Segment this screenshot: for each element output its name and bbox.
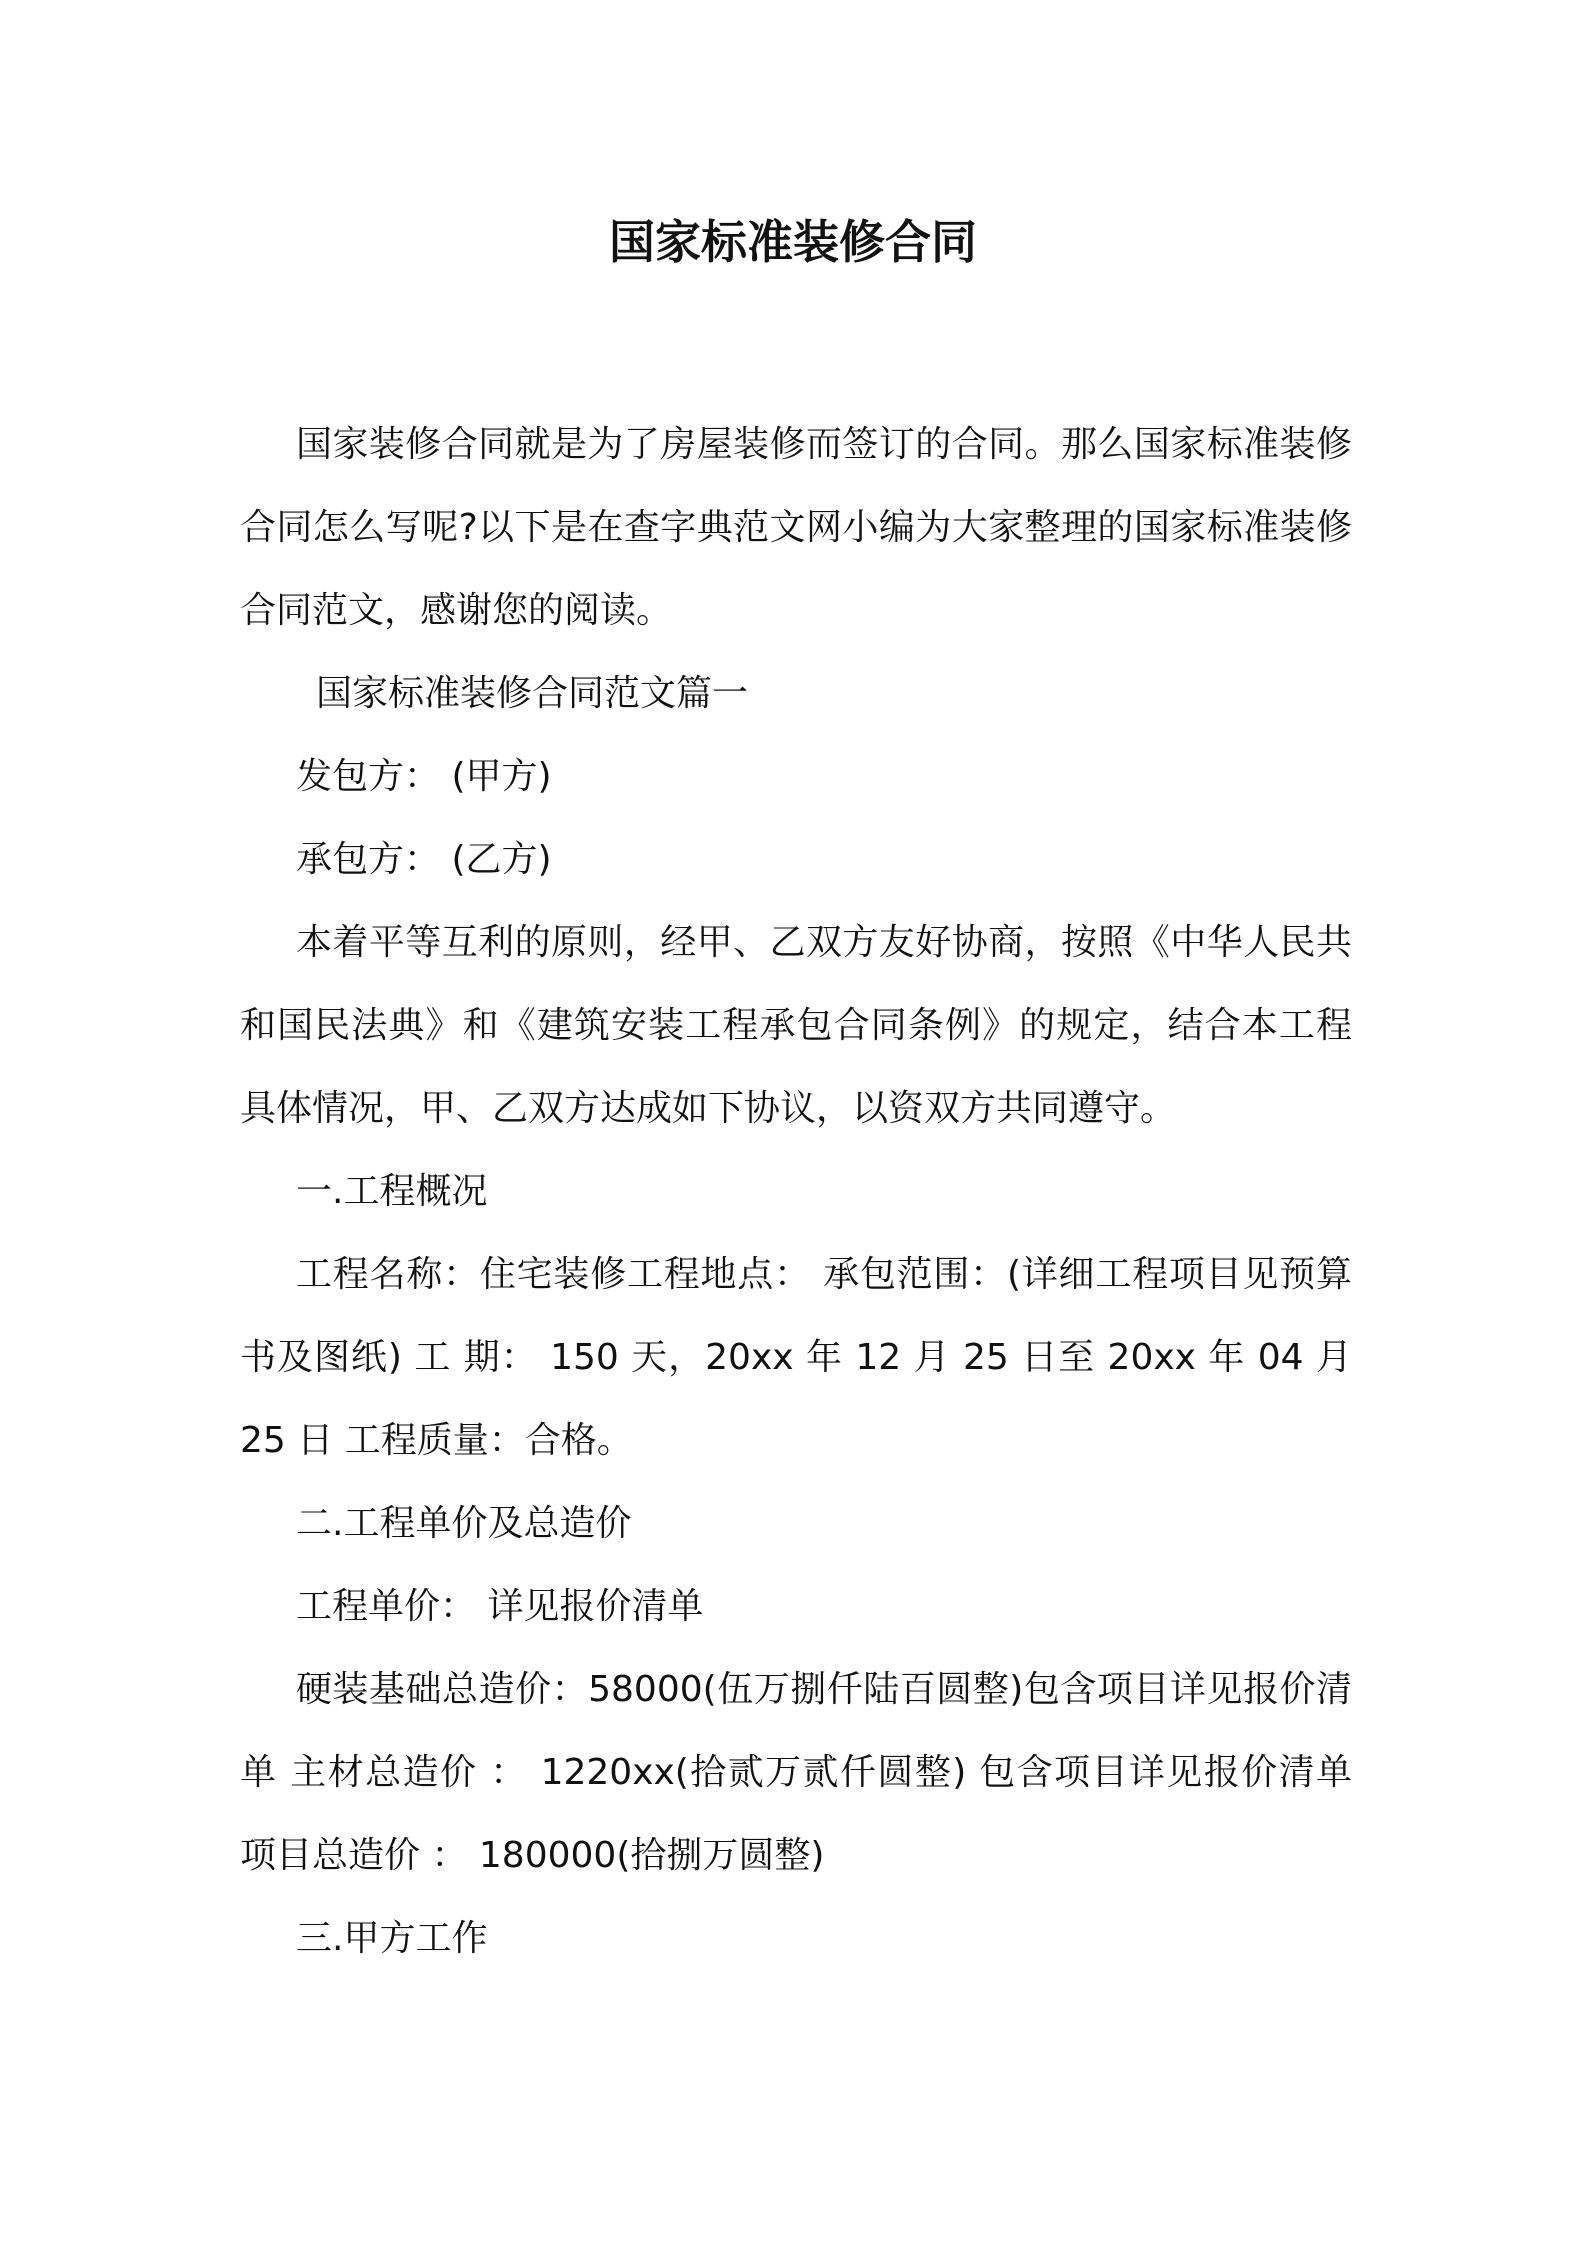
party-b-line: 承包方： (乙方) xyxy=(296,839,552,880)
total-price-paragraph: 硬装基础总造价：58000(伍万捌仟陆百圆整)包含项目详见报价清单 主材总造价 ： 1220xx(拾贰万贰仟圆整) 包含项目详见报价清单 项目总造价 ： 180000(拾捌万圆整) xyxy=(240,1669,1352,1876)
section-heading-party-a-work: 三.甲方工作 xyxy=(296,1918,488,1959)
document-body xyxy=(240,403,1352,1980)
project-details-paragraph: 工程名称：住宅装修工程地点： 承包范围：(详细工程项目见预算书及图纸) 工 期： 150 天，20xx 年 12 月 25 日至 20xx 年 04 月 25 日 工程质量：合格。 xyxy=(240,1254,1352,1461)
section-heading-project-overview: 一.工程概况 xyxy=(296,1171,488,1212)
document-title: 国家标准装修合同 xyxy=(609,215,977,269)
section-heading-price: 二.工程单价及总造价 xyxy=(296,1503,632,1544)
preamble-paragraph: 本着平等互利的原则，经甲、乙双方友好协商，按照《中华人民共和国民法典》和《建筑安装工程承包合同条例》的规定，结合本工程具体情况，甲、乙双方达成如下协议，以资双方共同遵守。 xyxy=(240,922,1352,1129)
section-heading-sample-one: 国家标准装修合同范文篇一 xyxy=(316,673,749,714)
unit-price-line: 工程单价： 详见报价清单 xyxy=(296,1586,704,1627)
party-a-line: 发包方： (甲方) xyxy=(296,756,552,797)
intro-paragraph: 国家装修合同就是为了房屋装修而签订的合同。那么国家标准装修合同怎么写呢?以下是在查字典范文网小编为大家整理的国家标准装修合同范文，感谢您的阅读。 xyxy=(240,424,1352,631)
